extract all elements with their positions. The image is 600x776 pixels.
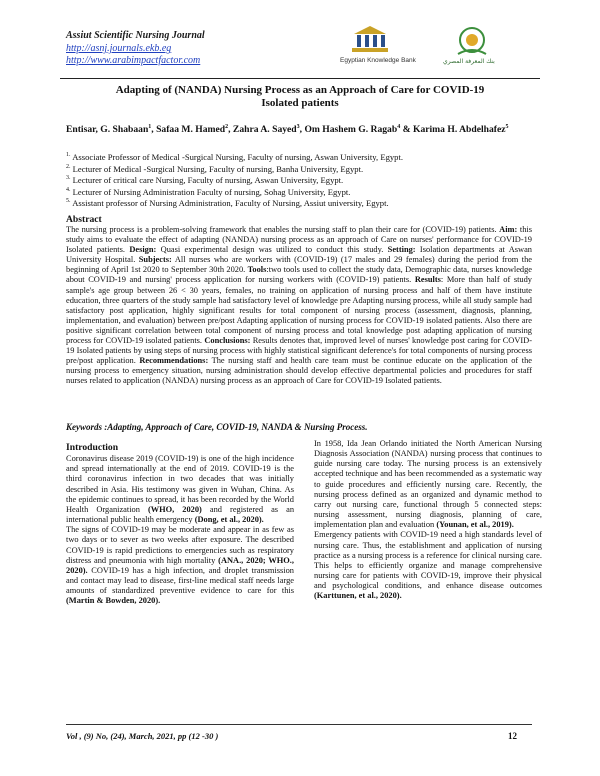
tools-label: Tools [247, 265, 267, 275]
aim-text: this study aims to evaluate the effect of adapting (NANDA) nursing process as an approach of Care on nurses' performance for COVID-19 Isolated patients. [66, 225, 533, 255]
setting-label: Setting: [387, 245, 416, 255]
affiliation-item [66, 198, 536, 210]
title-line-2: Isolated patients [261, 97, 339, 109]
abstract-heading: Abstract [66, 214, 102, 225]
journal-url-link[interactable]: http://asnj.journals.ekb.eg [66, 43, 172, 54]
affil-number: 4. [66, 186, 71, 193]
author-name: Zahra A. Sayed [232, 124, 297, 135]
results-label: Results [414, 275, 441, 285]
affil-text: Assistant professor of Nursing Administration, Faculty of Nursing, Assiut university, Egypt. [72, 198, 389, 209]
tools-text: :two tools used to collect the study data, Demographic data, nurses knowledge about COVID-19 and nursing' process application for nursing workers with (COVID-19) patients. [66, 265, 533, 285]
ekb-logo-caption: Egyptian Knowledge Bank [340, 57, 416, 64]
page-number: 12 [508, 731, 517, 741]
author-name: Abdelhafez [459, 124, 506, 135]
citation: (Karttunen, et al., 2020). [314, 591, 402, 601]
recommendations-label: Recommendations: [139, 356, 209, 366]
citation: (Martin & Bowden, 2020). [66, 596, 161, 606]
author-affil-mark: 3 [296, 123, 300, 130]
intro-paragraph: COVID-19 has a high infection, and droplet transmission and contact may lead to disease, first-line medical staff needs large amounts of standardized preventive evidence to care for this [66, 565, 294, 596]
paper-title [60, 84, 540, 110]
abstract-body [66, 225, 532, 387]
setting-text: Isolation departments at Aswan University Hospital. [66, 245, 532, 265]
ekb-logo-icon [340, 22, 400, 56]
affil-text: Lecturer of critical care Nursing, Faculty of nursing, Aswan University, Egypt. [72, 175, 344, 186]
intro-right-column [314, 439, 542, 602]
title-line-1: Adapting of (NANDA) Nursing Process as an Approach of Care for COVID-19 [115, 84, 485, 96]
affil-number: 1. [66, 152, 71, 159]
footer-citation: Vol , (9) No, (24), March, 2021, pp (12 -30 ) [66, 731, 219, 741]
author-affil-mark: 2 [225, 123, 229, 130]
design-text: Quasi experimental design was utilized to conduct this study. [160, 245, 384, 255]
aim-label: Aim: [499, 225, 518, 234]
intro-left-column [66, 443, 294, 607]
author-list: Entisar, G. Shabaan$^1$, Safaa M. Hamed$^2$, Zahra A. Sayed$^3$, Om Hashem G. Ragab$^4$ & Karima H. Abdelhafez$^5$ [66, 123, 509, 135]
citation: (WHO, 2020) [147, 504, 202, 514]
author-affil-mark: 5 [505, 123, 509, 130]
citation: (ANA., 2020; WHO., 2020). [66, 555, 294, 575]
conclusions-label: Conclusions: [204, 336, 251, 346]
intro-paragraph: In 1958, Ida Jean Orlando initiated the North American Nursing Diagnosis Association (NANDA) nursing process that continues to guide nursing care today. The nursing process is an extensively accepted technique and has been recommended as a systematic way to guide procedures and efficiently nursing care. Recently, the nursing process defined as an organized and dynamic method to carry out nursing care, functional through 5 connected steps: nursing assessment, nursing diagnosis, planning of care, implementation plan and evaluation [314, 439, 542, 530]
intro-paragraph: The signs of COVID-19 may be moderate and appear in as few as two days or to sever as two weeks after exposure. The described COVID-19 is rapid predictions to emergencies such as respiratory distress and pneumonia with high mortality [66, 525, 294, 565]
journal-name: Assiut Scientific Nursing Journal [66, 30, 205, 41]
arabic-logo-text: بنك المعرفة المصري [443, 58, 495, 65]
introduction-heading: Introduction [66, 442, 119, 453]
affiliation-list [66, 152, 536, 210]
author-name: Entisar, G. Shabaan [66, 124, 149, 135]
intro-paragraph: and registered as an international public health emergency [66, 504, 295, 525]
citation: (Younan, et al., 2019). [436, 520, 514, 530]
affil-text: Lecturer of Medical -Surgical Nursing, Faculty of nursing, Banha University, Egypt. [72, 163, 364, 174]
results-text: : More than half of study sample's age group between 26 < 30 years, females, no training on application of nursing process and half of them have institute education, three quarters of the study sample had satisfactory level of knowledge pre Adapting nursing process, while all study sample had satisfactory post application, highly significant results for total component of nursing process (assessment, diagnosis, planning, implementation, and evaluation) between pre/post Adapting application of nursing process for COVID-19 isolated patients. Also there are positive significant correlation between total component of nursing process and total knowledge post adapting application of nursing process for COVID-19 isolated patients. [66, 275, 532, 346]
abstract-intro: The nursing process is a problem-solving framework that enables the nursing staff to plan their care for (COVID-19) patients. [66, 225, 497, 234]
author-affil-mark: 4 [397, 123, 401, 130]
affil-text: Lecturer of Nursing Administration Faculty of nursing, Sohag University, Egypt. [72, 186, 351, 197]
header-rule [60, 78, 540, 79]
footer-rule [66, 724, 532, 725]
egyptian-knowledge-bank-logo [340, 22, 500, 68]
affiliation-item [66, 175, 536, 187]
intro-paragraph: Coronavirus disease 2019 (COVID-19) is one of the high incidence and spread internationally at the end of 2019. COVID-19 is the third coronavirus infection in two decades that was initially described in Asia. His testimony was given in Wuhan, China. As the epidemic continues to spread, it has been recorded by the World Health Organization [66, 454, 294, 514]
citation: (Dong, et al., 2020). [194, 515, 264, 525]
affiliation-item [66, 164, 536, 176]
author-name: Karima H. [412, 124, 458, 135]
author-name: Om Hashem G. Ragab [304, 124, 398, 135]
keywords: Keywords :Adapting, Approach of Care, COVID-19, NANDA & Nursing Process. [66, 422, 368, 432]
intro-paragraph: Emergency patients with COVID-19 need a high standards level of nursing care. Thus, the establishment and application of nursing practice as a nursing process is a reference for clinical nursing care. This helps to efficiently organize and manage comprehensive nursing care for patients with COVID-19, improve their physical and psychological conditions, and enhance disease outcomes [314, 530, 542, 591]
affiliation-item [66, 152, 536, 164]
author-name: Safaa M. Hamed [156, 124, 226, 135]
subjects-label: Subjects: [138, 255, 172, 265]
recommendations-text: The nursing staff and health care team must be continue educate on the application of the nursing process to emergency situation, nursing administration should develop effective departmental policies and procedures for staff nurses related to application (NANDA) nursing process as an approach of Care for COVID-19 Isolated patients. [66, 356, 532, 386]
affil-number: 5. [66, 198, 71, 205]
subjects-text: All nurses who are workers with (COVID-19) (17 males and 29 females) during the period from the beginning of April 1st 2020 to September 30th 2020. [66, 255, 532, 275]
design-label: Design: [129, 245, 157, 255]
affil-number: 2. [66, 163, 71, 170]
affil-number: 3. [66, 175, 71, 182]
affiliation-item [66, 187, 536, 199]
impact-factor-url-link[interactable]: http://www.arabimpactfactor.com [66, 55, 201, 66]
author-affil-mark: 1 [148, 123, 152, 130]
affil-text: Associate Professor of Medical -Surgical Nursing, Faculty of nursing, Aswan University, Egypt. [72, 152, 403, 162]
conclusions-text: Results denotes that, improved level of nurses' knowledge post caring for COVID-19 Isolated patients by using steps of nursing process with highly statistical significant deference's for total components of nursing process pre/post application. [66, 336, 532, 366]
